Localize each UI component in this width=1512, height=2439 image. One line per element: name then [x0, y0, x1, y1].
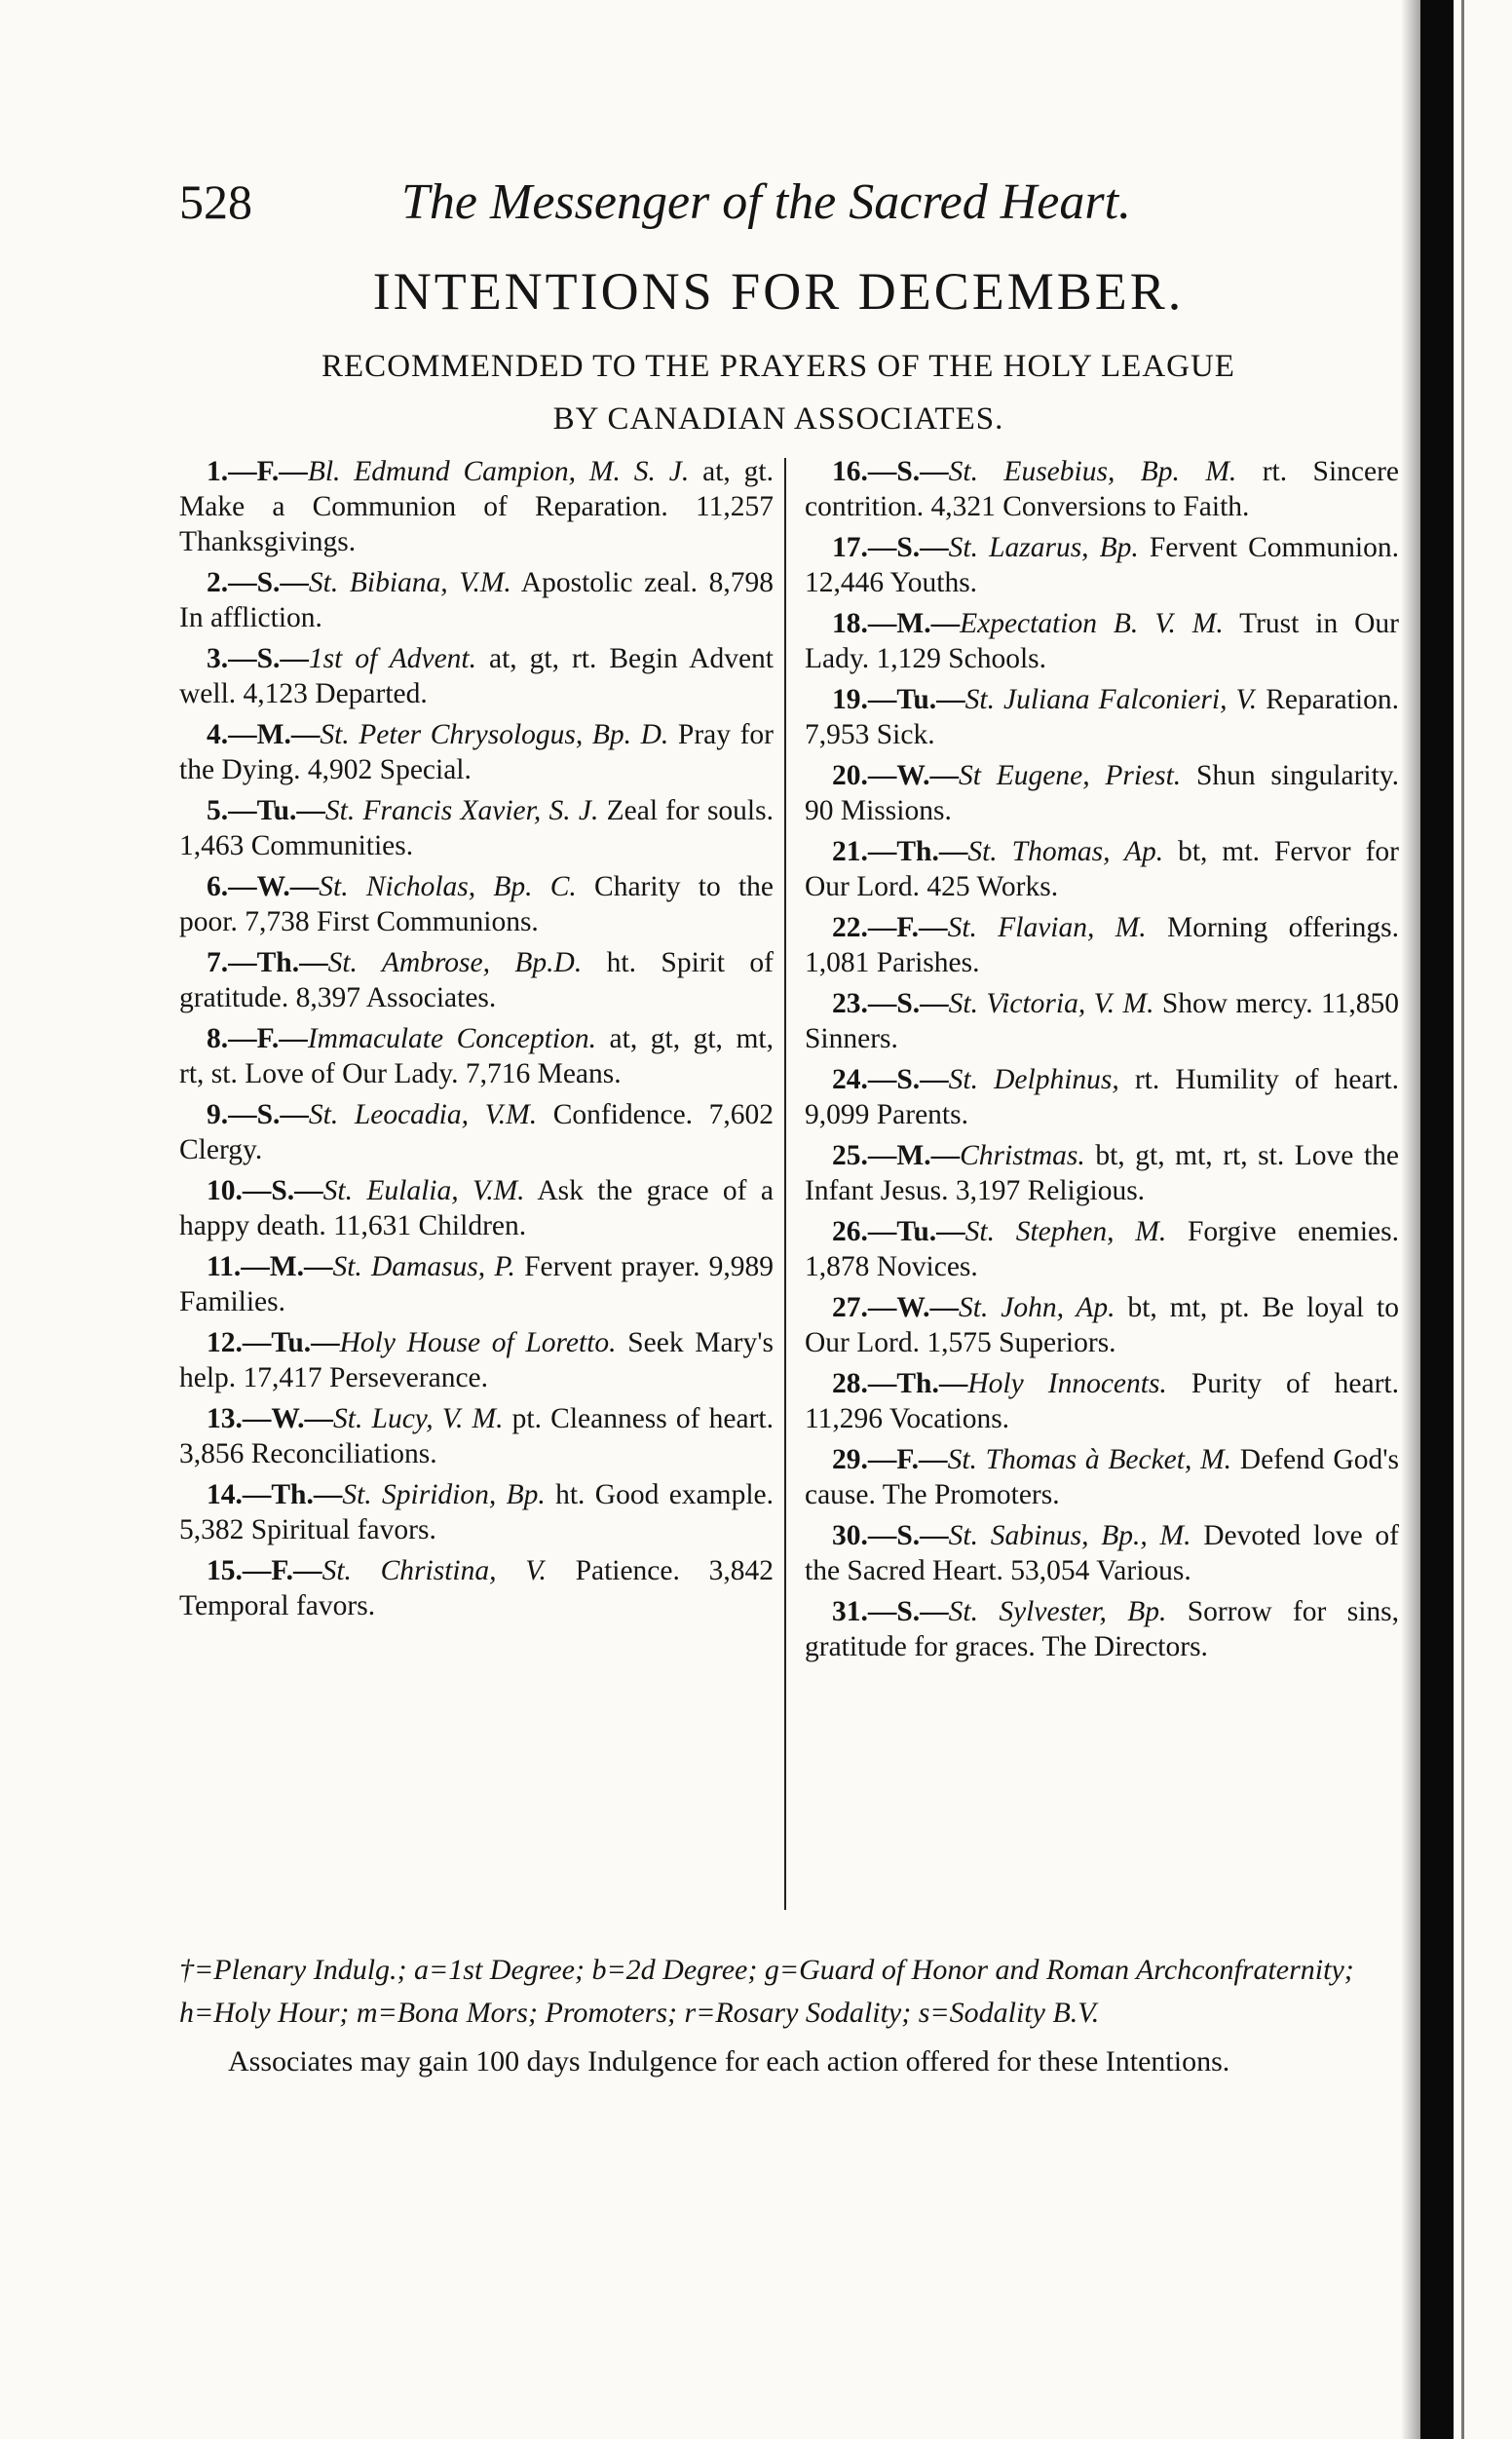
entry-feast: St. Thomas, Ap. — [967, 836, 1164, 867]
column-divider — [784, 458, 786, 1910]
entry-intention: Sorrow for sins, gratitude for graces. The Directors. — [805, 1596, 1399, 1662]
entry-feast: St. Juliana Falconieri, V. — [964, 684, 1258, 715]
entry-intention: Forgive enemies. 1,878 Novices. — [805, 1216, 1400, 1282]
entry-feast: St. John, Ap. — [959, 1292, 1115, 1323]
entry-feast: St. Thomas à Becket, M. — [947, 1444, 1232, 1475]
intention-entry — [179, 1021, 774, 1091]
entry-date: 6.—W.— — [207, 871, 320, 902]
entry-feast: Holy House of Loretto. — [339, 1327, 617, 1358]
entry-date: 12.—Tu.— — [207, 1327, 340, 1358]
intention-entry — [805, 606, 1399, 676]
entry-feast: St. Flavian, M. — [947, 912, 1147, 943]
entry-intention: at, gt. Make a Communion of Reparation. 11,257 Thanksgivings. — [179, 456, 774, 557]
entry-date: 16.—S.— — [832, 456, 949, 487]
notes-section — [179, 1949, 1397, 2081]
entry-intention: rt. Humility of heart. 9,099 Parents. — [805, 1064, 1399, 1130]
entry-intention: pt. Cleanness of heart. 3,856 Reconciliations. — [179, 1403, 775, 1469]
subtitle-line-2: BY CANADIAN ASSOCIATES. — [552, 401, 1004, 437]
entry-intention: Zeal for souls. 1,463 Communities. — [179, 795, 774, 861]
intention-entry — [179, 793, 774, 863]
entry-date: 22.—F.— — [832, 912, 948, 943]
entry-date: 1.—F.— — [207, 456, 308, 487]
entry-feast: St. Francis Xavier, S. J. — [324, 795, 599, 826]
entry-intention: Shun singularity. 90 Missions. — [805, 760, 1399, 826]
entry-date: 15.—F.— — [207, 1555, 322, 1586]
entry-feast: St. Stephen, M. — [964, 1216, 1167, 1247]
entry-intention: Pray for the Dying. 4,902 Special. — [179, 719, 774, 785]
entry-feast: St. Sabinus, Bp., M. — [948, 1520, 1191, 1551]
entry-feast: St. Eusebius, Bp. M. — [948, 456, 1237, 487]
entry-date: 28.—Th.— — [832, 1368, 968, 1399]
entry-intention: bt, mt, pt. Be loyal to Our Lord. 1,575 Superiors. — [805, 1292, 1399, 1358]
entry-feast: St. Bibiana, V.M. — [308, 567, 511, 598]
entry-date: 5.—Tu.— — [207, 795, 325, 826]
entry-date: 26.—Tu.— — [832, 1216, 965, 1247]
entry-date: 25.—M.— — [832, 1140, 961, 1171]
entry-feast: St. Delphinus, — [948, 1064, 1119, 1095]
page-header — [179, 173, 1231, 242]
entry-date: 8.—F.— — [207, 1023, 308, 1054]
entry-feast: Christmas. — [960, 1140, 1085, 1171]
intention-entry — [179, 1477, 774, 1547]
entry-feast: 1st of Advent. — [308, 643, 477, 674]
entry-date: 24.—S.— — [832, 1064, 949, 1095]
page-number: 528 — [179, 174, 252, 229]
intention-entry — [179, 869, 774, 939]
entry-date: 31.—S.— — [832, 1596, 949, 1627]
entry-intention: rt. Sincere contrition. 4,321 Conversions to Faith. — [805, 456, 1399, 522]
entry-date: 29.—F.— — [832, 1444, 948, 1475]
entry-intention: Morning offerings. 1,081 Parishes. — [805, 912, 1399, 978]
entry-feast: St. Peter Chrysologus, Bp. D. — [320, 719, 669, 750]
entry-date: 30.—S.— — [832, 1520, 949, 1551]
entry-intention: Purity of heart. 11,296 Vocations. — [805, 1368, 1400, 1434]
entry-feast: St. Nicholas, Bp. C. — [319, 871, 577, 902]
entry-feast: St. Spiridion, Bp. — [342, 1479, 546, 1510]
entry-date: 19.—Tu.— — [832, 684, 965, 715]
scan-edge-shadow — [1401, 0, 1420, 2439]
entry-intention: ht. Spirit of gratitude. 8,397 Associates. — [179, 947, 774, 1013]
intention-entry — [805, 1442, 1399, 1512]
entry-intention: Fervent prayer. 9,989 Families. — [179, 1251, 774, 1317]
intention-entry — [179, 641, 774, 711]
abbreviation-key: †=Plenary Indulg.; a=1st Degree; b=2d Degree; g=Guard of Honor and Roman Archconfraternity; h=Holy Hour; m=Bona Mors; Promoters; r=Rosary Sodality; s=Sodality B.V. — [179, 1954, 1354, 2029]
scan-edge-line — [1461, 0, 1464, 2439]
entry-feast: St. Lucy, V. M. — [333, 1403, 504, 1434]
intention-entry — [179, 1325, 774, 1395]
entry-intention: at, gt, gt, mt, rt, st. Love of Our Lady. 7,716 Means. — [179, 1023, 774, 1089]
entry-intention: Show mercy. 11,850 Sinners. — [805, 988, 1399, 1054]
entry-intention: Charity to the poor. 7,738 First Communions. — [179, 871, 774, 937]
intention-entry — [805, 1138, 1399, 1208]
entry-intention: ht. Good example. 5,382 Spiritual favors. — [179, 1479, 774, 1545]
running-title: The Messenger of the Sacred Heart. — [401, 174, 1132, 230]
entry-feast: St. Eulalia, V.M. — [322, 1175, 525, 1206]
entry-intention: bt, gt, mt, rt, st. Love the Infant Jesus. 3,197 Religious. — [805, 1140, 1399, 1206]
entry-date: 14.—Th.— — [207, 1479, 343, 1510]
entry-intention: bt, mt. Fervor for Our Lord. 425 Works. — [805, 836, 1400, 902]
entry-intention: Ask the grace of a happy death. 11,631 Children. — [179, 1175, 774, 1241]
entry-date: 3.—S.— — [207, 643, 309, 674]
entry-date: 23.—S.— — [832, 988, 949, 1019]
intention-entry — [179, 945, 774, 1015]
entry-intention: Patience. 3,842 Temporal favors. — [179, 1555, 774, 1621]
entry-intention: Devoted love of the Sacred Heart. 53,054 Various. — [805, 1520, 1399, 1586]
entry-feast: St. Lazarus, Bp. — [948, 532, 1139, 563]
intention-entry — [805, 682, 1399, 752]
indulgence-note: Associates may gain 100 days Indulgence for each action offered for these Intentions. — [228, 2045, 1230, 2077]
intention-entry — [179, 1173, 774, 1243]
entry-date: 20.—W.— — [832, 760, 960, 791]
intention-entry — [805, 530, 1399, 600]
entry-feast: Holy Innocents. — [967, 1368, 1167, 1399]
entry-date: 11.—M.— — [207, 1251, 333, 1282]
entry-intention: Trust in Our Lady. 1,129 Schools. — [805, 608, 1400, 674]
intention-entry — [805, 834, 1399, 904]
intention-entry — [805, 758, 1399, 828]
entry-date: 10.—S.— — [207, 1175, 323, 1206]
intention-entry — [805, 986, 1399, 1056]
intention-entry — [805, 454, 1399, 524]
right-column — [805, 454, 1399, 1670]
entry-date: 2.—S.— — [207, 567, 309, 598]
entry-feast: St Eugene, Priest. — [959, 760, 1182, 791]
entry-date: 18.—M.— — [832, 608, 961, 639]
entry-intention: Seek Mary's help. 17,417 Perseverance. — [179, 1327, 774, 1393]
entry-feast: St. Damasus, P. — [332, 1251, 515, 1282]
intention-entry — [805, 1594, 1399, 1664]
page-title: INTENTIONS FOR DECEMBER. — [372, 262, 1185, 321]
intention-entry — [805, 1518, 1399, 1588]
entry-date: 9.—S.— — [207, 1099, 309, 1130]
intention-entry — [179, 1097, 774, 1167]
entry-intention: Defend God's cause. The Promoters. — [805, 1444, 1399, 1510]
intention-entry — [179, 1553, 774, 1623]
entry-feast: St. Victoria, V. M. — [948, 988, 1154, 1019]
left-column — [179, 454, 774, 1629]
entry-intention: Confidence. 7,602 Clergy. — [179, 1099, 774, 1165]
intention-entry — [805, 1062, 1399, 1132]
entry-feast: Bl. Edmund Campion, M. S. J. — [307, 456, 690, 487]
entry-feast: Immaculate Conception. — [307, 1023, 596, 1054]
entry-feast: St. Ambrose, Bp.D. — [327, 947, 583, 978]
entry-date: 7.—Th.— — [207, 947, 328, 978]
intention-entry — [179, 454, 774, 559]
intention-entry — [805, 910, 1399, 980]
entry-date: 21.—Th.— — [832, 836, 968, 867]
intention-entry — [805, 1214, 1399, 1284]
entry-intention: Fervent Communion. 12,446 Youths. — [805, 532, 1399, 598]
intention-entry — [179, 717, 774, 787]
subtitle-line-1: RECOMMENDED TO THE PRAYERS OF THE HOLY LEAGUE — [321, 349, 1235, 384]
entry-feast: St. Christina, V. — [321, 1555, 547, 1586]
entry-intention: Reparation. 7,953 Sick. — [805, 684, 1399, 750]
entry-intention: Apostolic zeal. 8,798 In affliction. — [179, 567, 774, 633]
entry-feast: St. Leocadia, V.M. — [308, 1099, 538, 1130]
intention-entry — [805, 1366, 1399, 1436]
entry-date: 4.—M.— — [207, 719, 321, 750]
intention-entry — [179, 1401, 774, 1471]
entry-date: 27.—W.— — [832, 1292, 960, 1323]
entry-intention: at, gt, rt. Begin Advent well. 4,123 Departed. — [179, 643, 774, 709]
intention-entry — [179, 565, 774, 635]
entry-date: 13.—W.— — [207, 1403, 334, 1434]
scan-edge-bar — [1420, 0, 1454, 2439]
entry-feast: Expectation B. V. M. — [960, 608, 1224, 639]
entry-date: 17.—S.— — [832, 532, 949, 563]
intention-entry — [805, 1290, 1399, 1360]
entry-feast: St. Sylvester, Bp. — [948, 1596, 1167, 1627]
intention-entry — [179, 1249, 774, 1319]
